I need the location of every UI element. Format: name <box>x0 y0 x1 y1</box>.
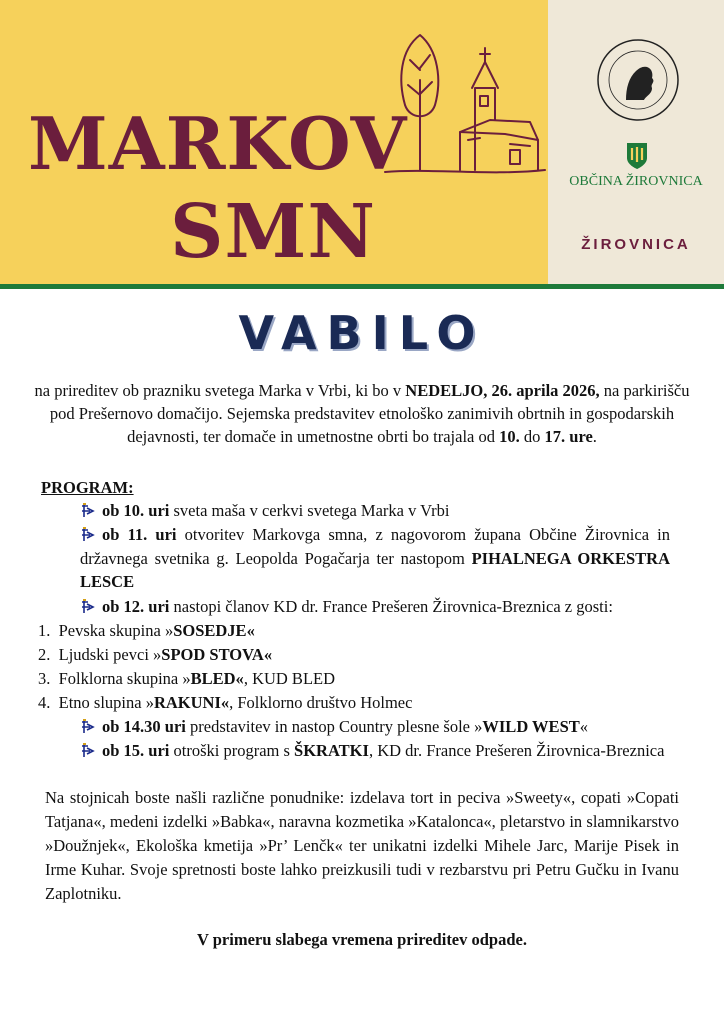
end-time: 17. ure <box>544 427 593 446</box>
program-item <box>80 523 670 594</box>
program-item <box>80 715 670 739</box>
guest-text: , Folklorno društvo Holmec <box>229 693 413 712</box>
intro-text: na parkirišču pod Prešernovo domačijo. Sejemska predstavitev etnološko zanimivih obrtnih in gospodarskih dejavnosti, ter domače in umetnostne obrti bo trajala od <box>49 381 690 446</box>
program-time: ob 12. uri <box>102 597 170 616</box>
performer-name: WILD WEST <box>482 717 580 736</box>
guest-number: 1. <box>38 621 51 640</box>
program-text: sveta maša v cerkvi svetega Marka v Vrbi <box>169 501 450 520</box>
program-text: nastopi članov KD dr. France Prešeren Žirovnica-Breznica z gosti: <box>169 597 613 616</box>
guest-item <box>38 667 678 691</box>
arrow-bullet-icon <box>80 742 98 758</box>
start-time: 10. <box>499 427 520 446</box>
guest-name: BLED« <box>190 669 244 688</box>
program-item <box>80 739 670 763</box>
guest-number: 2. <box>38 645 51 664</box>
guest-item <box>38 643 678 667</box>
arrow-bullet-icon <box>80 598 98 614</box>
title-smn: SMN <box>170 189 376 275</box>
program-time: ob 11. uri <box>102 525 177 544</box>
guest-name: SOSEDJE« <box>173 621 255 640</box>
guest-number: 4. <box>38 693 51 712</box>
header-banner <box>0 0 724 285</box>
guest-name: RAKUNI« <box>153 693 230 712</box>
municipality-crest-icon <box>626 142 648 170</box>
program-title: PROGRAM: <box>41 478 134 497</box>
program-time: ob 14.30 uri <box>102 717 186 736</box>
church-sketch-icon <box>380 10 550 185</box>
guest-item <box>38 691 678 715</box>
program-time: ob 15. uri <box>102 741 170 760</box>
arrow-bullet-icon <box>80 502 98 518</box>
guest-text: Etno slupina » <box>58 693 154 712</box>
municipality-name: OBČINA ŽIROVNICA <box>569 174 703 189</box>
guest-text: Pevska skupina » <box>58 621 174 640</box>
program-time: ob 10. uri <box>102 501 170 520</box>
arrow-bullet-icon <box>80 526 98 542</box>
vendors-paragraph: Na stojnicah boste našli različne ponudnike: izdelava tort in peciva »Sweety«, copati »Copati Tatjana«, medeni izdelki »Babka«, naravna kozmetika »Katalonca«, pletarstvo in slamnikarstvo »Doužnjek«, Ekološka kmetija »Pr’ Lenčk« ter unikatni izdelki Mihele Jarc, Marije Pisek in Irme Kuhar. Svoje spretnosti boste lahko preizkusili tudi v rezbarstvu pri Petru Gučku in Ivanu Zaplotniku. <box>45 788 679 903</box>
guest-text: , KUD BLED <box>243 669 336 688</box>
intro-text: . <box>592 427 597 446</box>
guest-item <box>38 619 678 643</box>
intro-text: na prireditev ob prazniku svetega Marka v Vrbi, ki bo v <box>34 381 406 400</box>
page-title: VABILO <box>238 306 486 360</box>
program-text: otvoritev Markovga smna, z nagovorom župana Občine Žirovnica in državnega svetnika g. Leopolda Pogačarja ter nastopom <box>80 525 671 568</box>
weather-notice: V primeru slabega vremena prireditev odpade. <box>197 930 527 949</box>
guest-name: SPOD STOVA« <box>161 645 273 664</box>
performer-name: ŠKRATKI <box>294 741 369 760</box>
guest-text: Folklorna skupina » <box>58 669 191 688</box>
kd-preseren-seal-icon <box>596 38 680 122</box>
guest-number: 3. <box>38 669 51 688</box>
program-item <box>80 595 670 619</box>
program-text: « <box>579 717 588 736</box>
brand-name: ŽIROVNICA <box>581 236 691 253</box>
divider-bar <box>0 284 724 289</box>
intro-paragraph <box>30 379 694 448</box>
program-text: predstavitev in nastop Country plesne šole » <box>185 717 483 736</box>
title-markov: MARKOV <box>28 101 408 186</box>
program-text: otroški program s <box>169 741 295 760</box>
program-item <box>80 499 670 523</box>
performer-name: PIHALNEGA ORKESTRA LESCE <box>80 548 670 591</box>
event-date: NEDELJO, 26. aprila 2026, <box>405 381 600 400</box>
intro-text: do <box>519 427 545 446</box>
guest-text: Ljudski pevci » <box>58 645 162 664</box>
arrow-bullet-icon <box>80 718 98 734</box>
program-text: , KD dr. France Prešeren Žirovnica-Breznica <box>368 741 665 760</box>
